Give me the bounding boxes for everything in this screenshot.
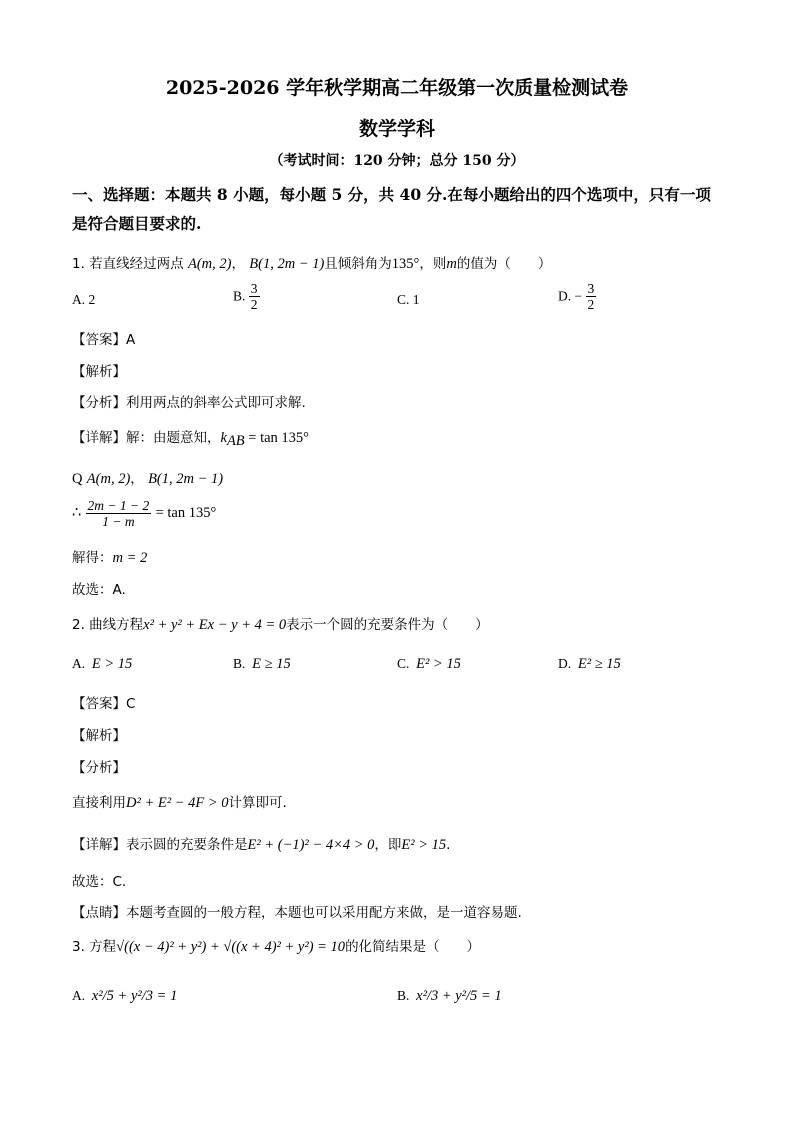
q1-option-b-fraction	[249, 281, 260, 312]
q1-fraction-eq: = tan 135°	[155, 505, 217, 521]
q2-direct-suffix: 计算即可.	[228, 795, 287, 811]
q1-k: k	[220, 430, 227, 446]
q3-option-a-value: x²/5 + y²/3 = 1	[91, 988, 178, 1004]
q2-detail-end: .	[446, 837, 451, 853]
q1-mid2: ，则	[419, 256, 447, 272]
q2-option-b	[233, 656, 291, 673]
q1-k-sub: AB	[226, 433, 245, 449]
q3-option-a	[72, 988, 177, 1005]
section-heading-line2: 是符合题目要求的.	[72, 214, 202, 233]
q2-option-c-value: E² > 15	[416, 656, 461, 672]
q2-option-c	[397, 656, 461, 673]
q1-suffix: 的值为（ ）	[456, 256, 552, 272]
q2-direct	[72, 791, 287, 812]
question-2-stem	[72, 613, 489, 634]
q3-option-b	[397, 988, 502, 1005]
q1-fraction-den: 1 − m	[102, 514, 135, 529]
q1-option-d	[558, 281, 596, 312]
q2-option-d-value: E² ≥ 15	[577, 656, 621, 672]
q1-option-c	[397, 292, 420, 308]
q1-option-c-label: C.	[397, 292, 410, 307]
q1-since-b: B(1, 2m − 1)	[148, 471, 224, 487]
q2-equation: x² + y² + Ex − y + 4 = 0	[143, 617, 287, 633]
q3-suffix: 的化简结果是（ ）	[345, 939, 481, 955]
q2-fenxi-tag: 【分析】	[72, 760, 126, 776]
q1-solve-label: 解得：	[72, 550, 113, 566]
q1-mid: 且倾斜角为	[324, 256, 392, 272]
q1-choose: 故选：A.	[72, 582, 126, 598]
q2-option-c-label: C.	[397, 656, 410, 671]
q1-option-a-label: A.	[72, 292, 86, 307]
question-3-stem	[72, 935, 480, 956]
q2-prefix: 2. 曲线方程	[72, 617, 144, 633]
q2-option-a-label: A.	[72, 656, 86, 671]
q3-option-a-label: A.	[72, 988, 86, 1003]
q1-option-c-value: 1	[412, 292, 420, 307]
q1-option-d-sign: −	[574, 288, 583, 304]
q1-detail-text: 解：由题意知，	[126, 430, 221, 446]
q2-detail	[72, 833, 450, 854]
q1-option-b-label: B.	[233, 288, 246, 304]
q2-option-a-value: E > 15	[91, 656, 133, 672]
q3-prefix: 3. 方程	[72, 939, 117, 955]
q1-option-a-value: 2	[88, 292, 96, 307]
q3-option-b-value: x²/3 + y²/5 = 1	[416, 988, 502, 1004]
q2-analysis-tag: 【解析】	[72, 728, 126, 744]
q1-option-d-fraction	[586, 281, 597, 312]
q2-option-b-value: E ≥ 15	[252, 656, 291, 672]
q1-fenxi-tag: 【分析】	[72, 395, 126, 411]
q1-fraction-num: 2m − 1 − 2	[87, 498, 150, 513]
q1-since-sep: ，	[130, 471, 144, 487]
q2-option-b-label: B.	[233, 656, 246, 671]
q1-since-a: A(m, 2)	[86, 471, 131, 487]
q1-therefore-line	[72, 498, 216, 529]
q2-detail-result: E² > 15	[401, 837, 447, 853]
q1-answer	[72, 328, 135, 348]
q1-therefore-symbol: ∴	[72, 505, 82, 521]
q1-answer-tag: 【答案】	[72, 332, 126, 348]
q1-point-b: B(1, 2m − 1)	[249, 256, 325, 272]
q2-direct-formula: D² + E² − 4F > 0	[126, 795, 229, 811]
q2-answer-value: C	[126, 696, 136, 712]
q1-option-a	[72, 292, 95, 308]
q1-answer-value: A	[126, 332, 136, 348]
q1-solve-value: m = 2	[112, 550, 148, 566]
q1-angle: 135°	[391, 256, 420, 272]
q2-option-d	[558, 656, 621, 673]
q1-fenxi	[72, 391, 306, 411]
subject-title: 数学学科	[358, 118, 435, 140]
q1-eq-tan: = tan 135°	[244, 430, 309, 446]
q1-fenxi-text: 利用两点的斜率公式即可求解.	[126, 395, 306, 411]
q2-direct-prefix: 直接利用	[72, 795, 126, 811]
q1-option-d-label: D.	[558, 288, 572, 304]
q1-option-b-den: 2	[250, 297, 258, 312]
question-1-stem	[72, 252, 551, 273]
q3-option-b-label: B.	[397, 988, 410, 1003]
q2-comment	[72, 901, 522, 921]
q1-since-symbol: Q	[72, 471, 83, 487]
exam-title: 2025-2026 学年秋学期高二年级第一次质量检测试卷	[165, 77, 629, 99]
q2-detail-mid: ，即	[374, 837, 402, 853]
section-heading-line1: 一、选择题：本题共 8 小题，每小题 5 分，共 40 分.在每小题给出的四个选项中，只有一项	[72, 185, 711, 204]
q1-solve	[72, 546, 147, 567]
q2-suffix: 表示一个圆的充要条件为（ ）	[286, 617, 489, 633]
exam-note: （考试时间：120 分钟；总分 150 分）	[269, 153, 525, 169]
q1-fraction	[86, 498, 152, 529]
q1-point-a: A(m, 2)	[187, 256, 232, 272]
q1-detail	[72, 426, 309, 450]
q1-analysis-tag: 【解析】	[72, 364, 126, 380]
q2-answer-tag: 【答案】	[72, 696, 126, 712]
q3-equation: √((x − 4)² + y²) + √((x + 4)² + y²) = 10	[116, 939, 346, 955]
q1-sep: ，	[231, 256, 245, 272]
q2-option-a	[72, 656, 132, 673]
q2-choose: 故选：C.	[72, 874, 127, 890]
q2-answer	[72, 692, 135, 712]
q1-option-d-num: 3	[587, 281, 595, 296]
q2-detail-prefix: 表示圆的充要条件是	[126, 837, 248, 853]
q1-since-line	[72, 467, 223, 488]
q1-option-b-num: 3	[250, 281, 258, 296]
q1-prefix: 1. 若直线经过两点	[72, 256, 184, 272]
q2-option-d-label: D.	[558, 656, 572, 671]
q1-option-d-den: 2	[587, 297, 595, 312]
q1-option-b	[233, 281, 260, 312]
q1-var: m	[446, 256, 457, 272]
q2-comment-text: 本题考查圆的一般方程，本题也可以采用配方来做，是一道容易题.	[126, 905, 522, 921]
q2-detail-formula: E² + (−1)² − 4×4 > 0	[247, 837, 375, 853]
q1-detail-tag: 【详解】	[72, 430, 126, 446]
q2-detail-tag: 【详解】	[72, 837, 126, 853]
q2-comment-tag: 【点睛】	[72, 905, 126, 921]
